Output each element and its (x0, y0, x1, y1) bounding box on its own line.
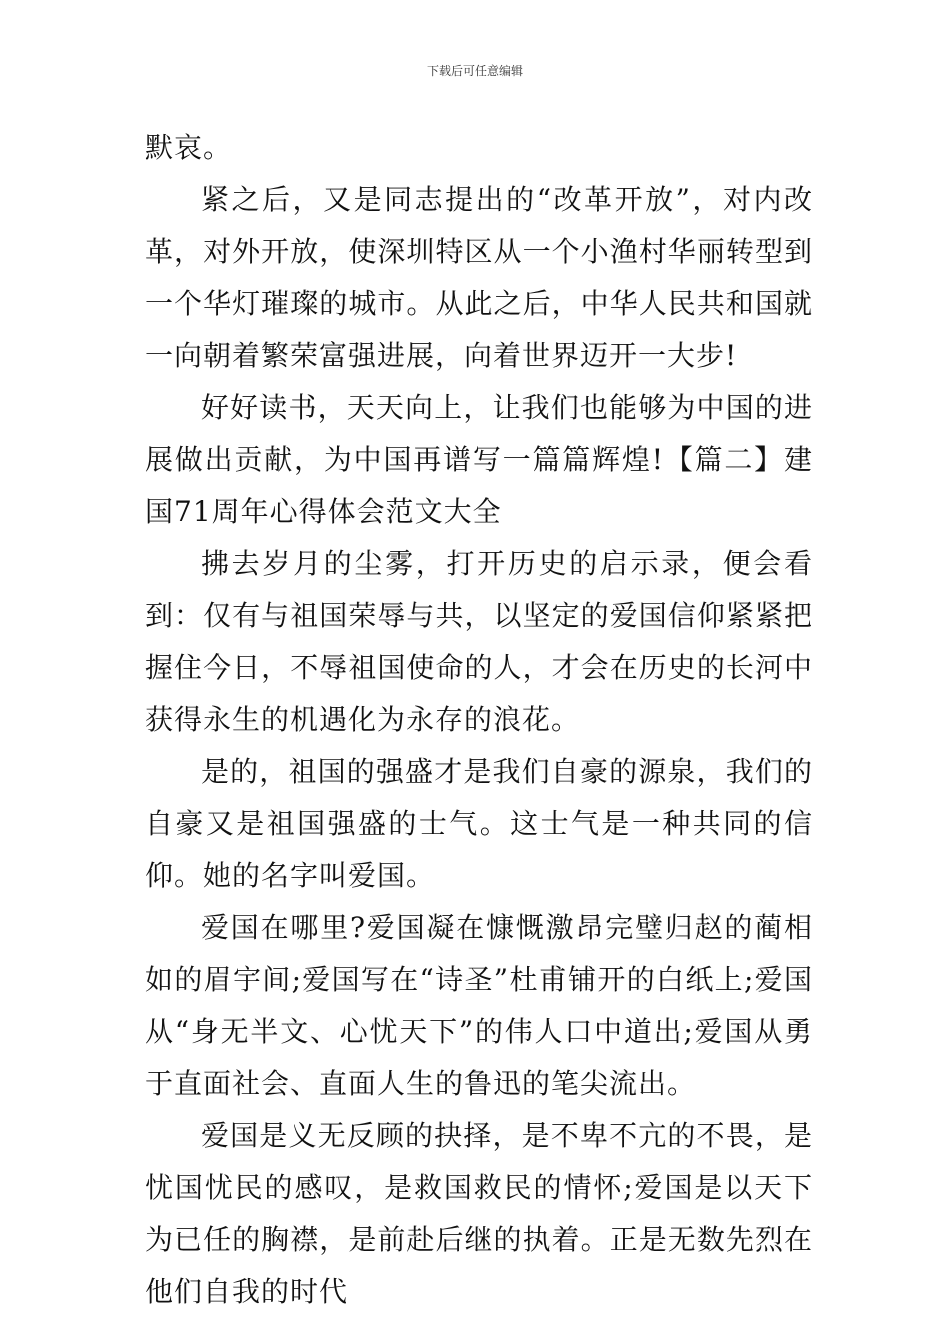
paragraph-7: 爱国是义无反顾的抉择，是不卑不亢的不畏，是忧国忧民的感叹，是救国救民的情怀;爱国是以天下为已任的胸襟，是前赴后继的执着。正是无数先烈在他们自我的时代 (145, 1119, 813, 1308)
paragraph-1: 默哀。 (145, 131, 233, 164)
paragraph-3: 好好读书，天天向上，让我们也能够为中国的进展做出贡献，为中国再谱写一篇篇辉煌!【篇二】建国71周年心得体会范文大全 (145, 391, 813, 528)
paragraph-4: 拂去岁月的尘雾，打开历史的启示录，便会看到：仅有与祖国荣辱与共，以坚定的爱国信仰紧紧把握住今日，不辱祖国使命的人，才会在历史的长河中获得永生的机遇化为永存的浪花。 (145, 547, 813, 736)
paragraph-6: 爱国在哪里?爱国凝在慷慨激昂完璧归赵的蔺相如的眉宇间;爱国写在“诗圣”杜甫铺开的白纸上;爱国从“身无半文、心忧天下”的伟人口中道出;爱国从勇于直面社会、直面人生的鲁迅的笔尖流出。 (145, 911, 813, 1100)
paragraph-5: 是的，祖国的强盛才是我们自豪的源泉，我们的自豪又是祖国强盛的士气。这士气是一种共同的信仰。她的名字叫爱国。 (145, 755, 813, 892)
document-body (145, 122, 813, 1318)
page-header: 下载后可任意编辑 (426, 64, 523, 78)
paragraph-2: 紧之后，又是同志提出的“改革开放”，对内改革，对外开放，使深圳特区从一个小渔村华丽转型到一个华灯璀璨的城市。从此之后，中华人民共和国就一向朝着繁荣富强进展，向着世界迈开一大步! (145, 183, 813, 372)
